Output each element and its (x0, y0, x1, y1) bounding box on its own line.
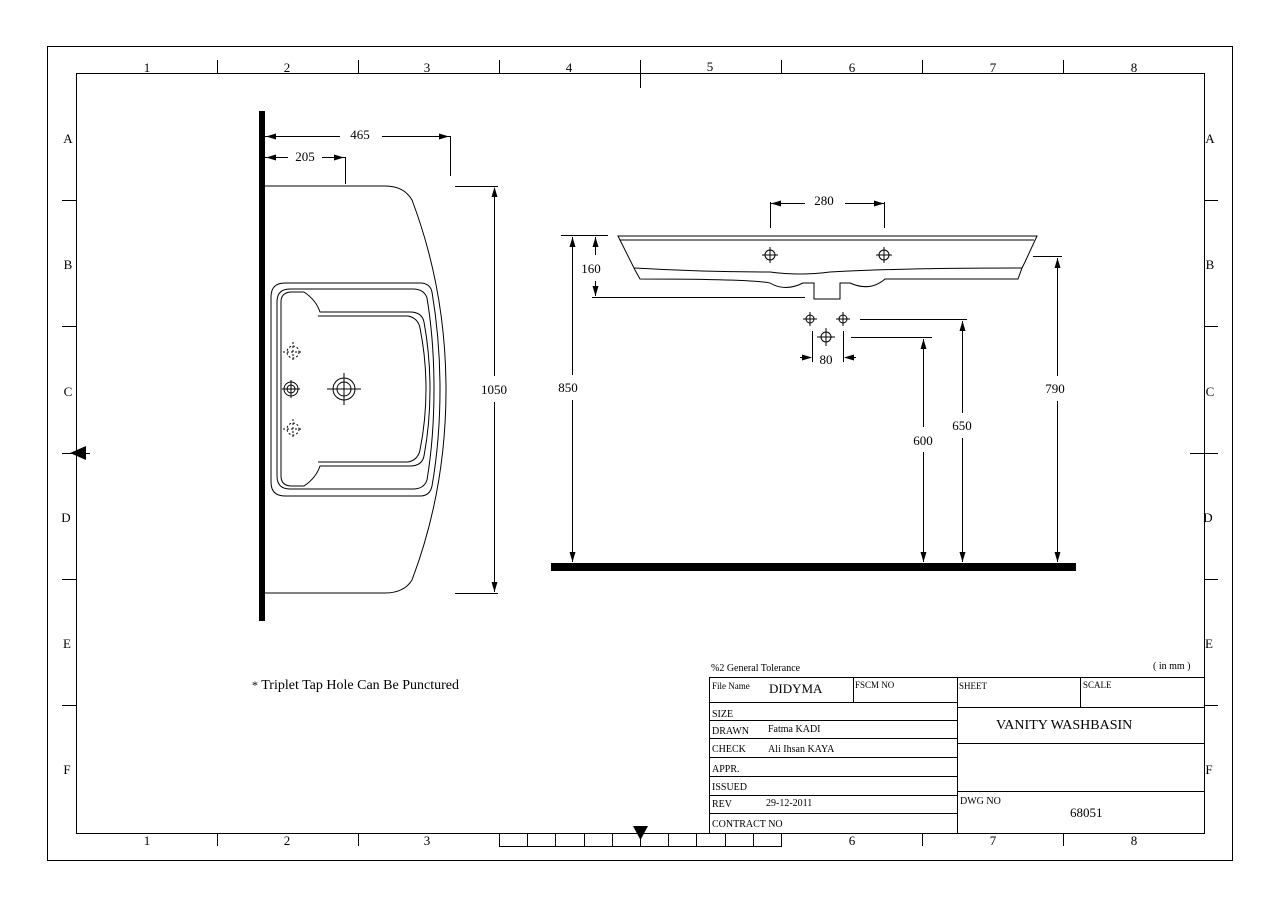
file-name-label: File Name (712, 681, 750, 691)
dwg-no-label: DWG NO (960, 796, 1001, 807)
sheet-label: SHEET (959, 681, 987, 691)
rev-label: REV (712, 799, 732, 810)
col-label-top-6: 6 (848, 60, 856, 75)
tap-hole-lower-icon (283, 419, 303, 439)
left-center-arrow (70, 446, 86, 460)
dim-280: 280 (814, 193, 834, 208)
basin-front-outline (618, 236, 1037, 299)
dim-465: 465 (350, 127, 370, 142)
drain-hole-icon (327, 373, 361, 405)
units-label: ( in mm ) (1153, 661, 1191, 672)
basin-front-lip (634, 268, 1022, 274)
tap-hole-front-right-icon (876, 247, 892, 263)
row-label-right-e: E (1205, 636, 1213, 651)
tap-hole-center-icon (282, 380, 300, 398)
front-view (551, 202, 1076, 571)
tap-hole-upper-icon (283, 342, 303, 362)
col-label-bottom-7: 7 (989, 833, 997, 848)
checked-by-value: Ali Ihsan KAYA (768, 744, 835, 755)
dim-600: 600 (913, 433, 933, 448)
dim-205: 205 (295, 149, 315, 164)
row-label-right-a: A (1205, 131, 1215, 146)
note-text: Triplet Tap Hole Can Be Punctured (261, 678, 459, 693)
floor-line (551, 563, 1076, 571)
dim-850: 850 (558, 380, 578, 395)
col-label-top-4: 4 (565, 60, 573, 75)
row-label-left-d: D (61, 510, 71, 525)
title-block (709, 677, 1204, 833)
drawn-label: DRAWN (712, 726, 749, 737)
col-label-top-2: 2 (283, 60, 291, 75)
col-label-bottom-3: 3 (423, 833, 431, 848)
fscm-label: FSCM NO (855, 680, 895, 690)
col-label-bottom-2: 2 (283, 833, 291, 848)
row-label-right-b: B (1205, 257, 1215, 272)
row-label-left-e: E (63, 636, 71, 651)
issued-label: ISSUED (712, 782, 748, 793)
dim-650: 650 (952, 418, 972, 433)
drawn-by-value: Fatma KADI (768, 724, 821, 735)
scale-label: SCALE (1083, 680, 1112, 690)
file-name-value: DIDYMA (769, 681, 823, 696)
tolerance-label: %2 General Tolerance (711, 663, 801, 674)
top-view (259, 111, 498, 621)
tap-hole-front-left-icon (762, 247, 778, 263)
wall-line (259, 111, 265, 621)
outer-border (48, 47, 1233, 861)
row-label-right-d: D (1203, 510, 1213, 525)
col-label-bottom-6: 6 (848, 833, 856, 848)
col-label-bottom-1: 1 (143, 833, 151, 848)
row-label-left-b: B (63, 257, 73, 272)
dim-160: 160 (581, 261, 601, 276)
note-marker: * (252, 678, 258, 692)
row-label-left-a: A (63, 131, 73, 146)
row-label-right-f: F (1205, 762, 1213, 777)
col-label-top-8: 8 (1130, 60, 1138, 75)
col-label-top-5: 5 (706, 59, 714, 74)
row-label-left-f: F (63, 762, 71, 777)
size-label: SIZE (712, 709, 734, 720)
rev-date-value: 29-12-2011 (766, 798, 813, 809)
dwg-no-value: 68051 (1070, 805, 1103, 820)
contract-label: CONTRACT NO (712, 819, 783, 830)
drain-outlet-icon (817, 328, 835, 346)
row-label-right-c: C (1205, 384, 1215, 399)
drawing-title: VANITY WASHBASIN (996, 718, 1133, 733)
tap-hole-note (252, 678, 459, 694)
appr-label: APPR. (712, 764, 740, 775)
row-label-left-c: C (63, 384, 73, 399)
valve-left-icon (803, 312, 817, 326)
check-label: CHECK (712, 744, 746, 755)
col-label-top-7: 7 (989, 60, 997, 75)
dim-1050: 1050 (481, 382, 507, 397)
valve-right-icon (836, 312, 850, 326)
col-label-top-1: 1 (143, 60, 151, 75)
col-label-bottom-8: 8 (1130, 833, 1138, 848)
col-label-top-3: 3 (423, 60, 431, 75)
dim-790: 790 (1045, 381, 1065, 396)
dim-80: 80 (819, 352, 833, 367)
